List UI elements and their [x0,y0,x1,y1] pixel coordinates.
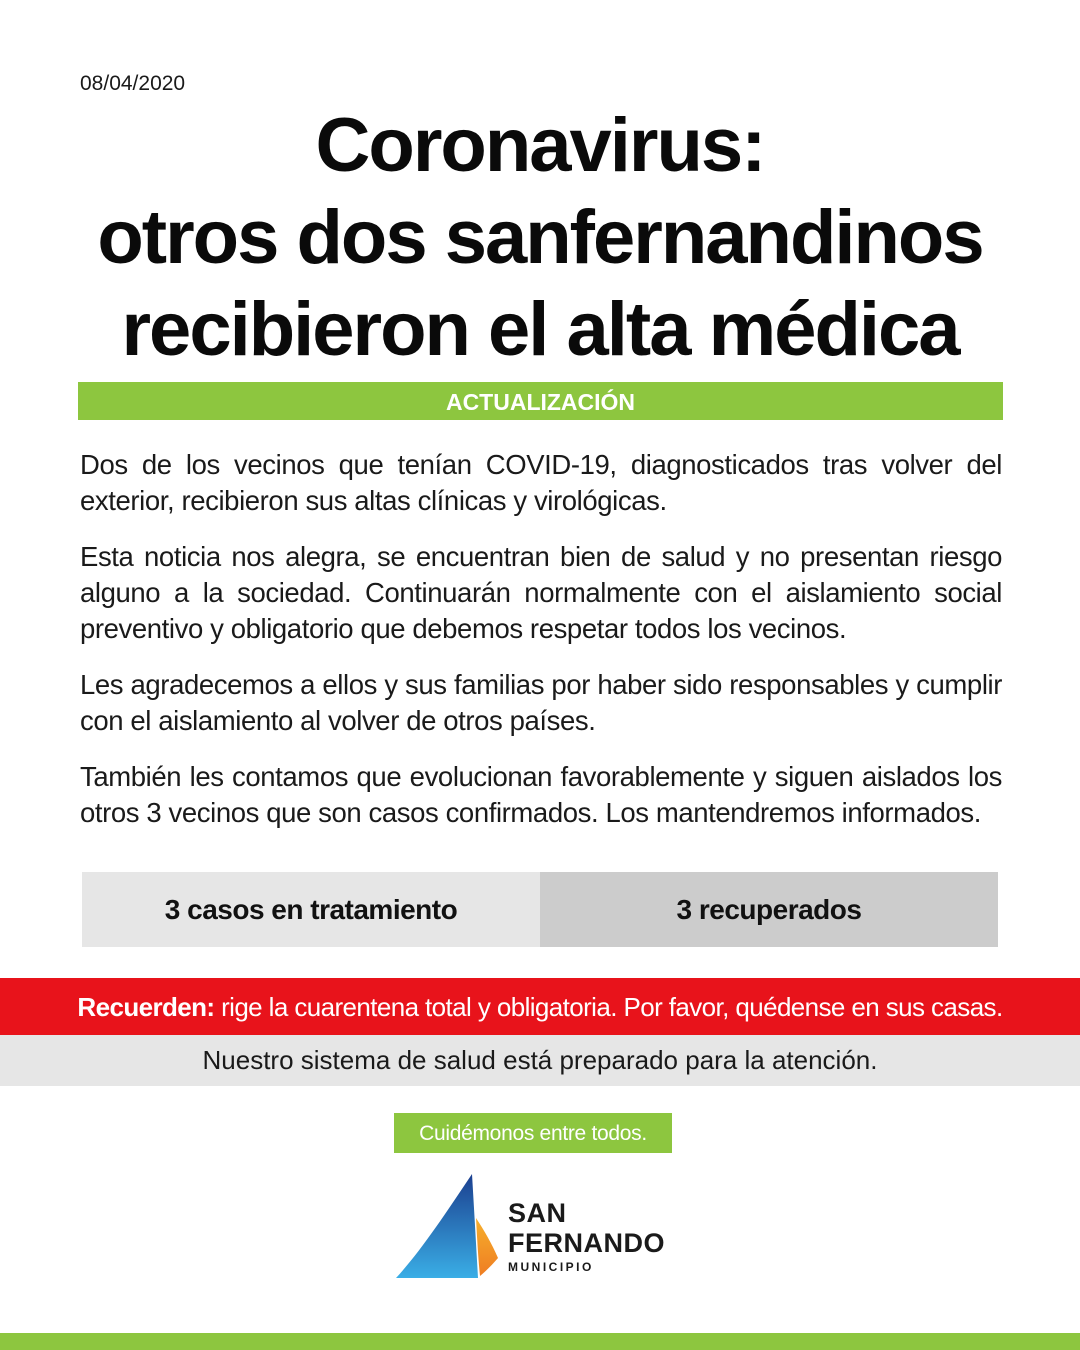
stats-panel [82,872,998,947]
paragraph-4: También les contamos que evolucionan favorablemente y siguen aislados los otros 3 vecinos que son casos confirmados. Los mantendremos informados. [80,761,1002,828]
bottom-accent-strip [0,1333,1080,1350]
stat-recovered: 3 recuperados [540,872,998,947]
body-text [80,447,1002,851]
headline-line-1: Coronavirus: [315,103,765,188]
logo-line-municipio: MUNICIPIO [508,1260,594,1274]
care-badge: Cuidémonos entre todos. [394,1113,672,1153]
stat-in-treatment: 3 casos en tratamiento [82,872,540,947]
reminder-banner [0,978,1080,1035]
headline [30,100,1050,376]
paragraph-3: Les agradecemos a ellos y sus familias por haber sido responsables y cumplir con el aislamiento al volver de otros países. [80,669,1002,736]
headline-line-3: recibieron el alta médica [121,287,959,372]
headline-line-2: otros dos sanfernandinos [97,195,983,280]
paragraph-2: Esta noticia nos alegra, se encuentran bien de salud y no presentan riesgo alguno a la sociedad. Continuarán normalmente con el aislamiento social preventivo y obligatorio que debemos respetar todos los vecinos. [80,541,1002,644]
paragraph-1: Dos de los vecinos que tenían COVID-19, diagnosticados tras volver del exterior, recibieron sus altas clínicas y virológicas. [80,449,1002,516]
update-banner: ACTUALIZACIÓN [78,382,1003,420]
logo-line-san: SAN [508,1198,567,1228]
reminder-text: rige la cuarentena total y obligatoria. Por favor, quédense en sus casas. [214,992,1003,1022]
municipality-logo [392,1170,692,1285]
reminder-label: Recuerden: [77,992,215,1022]
date-label: 08/04/2020 [80,72,186,95]
sail-icon [392,1170,502,1285]
logo-wordmark [508,1198,665,1276]
logo-line-fernando: FERNANDO [508,1228,665,1258]
health-system-banner: Nuestro sistema de salud está preparado para la atención. [0,1035,1080,1086]
